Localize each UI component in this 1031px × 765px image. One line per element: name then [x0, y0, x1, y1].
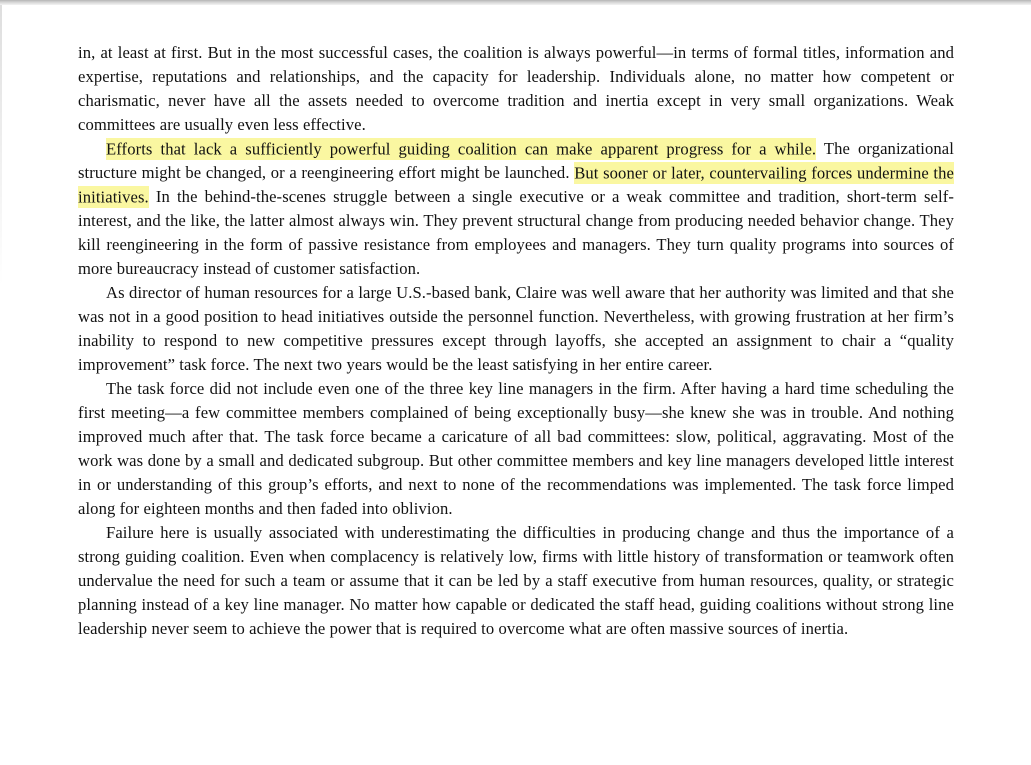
- text-segment: In the behind-the-scenes struggle between a single executive or a weak committee and tradition, short-term self-interest, and the like, the latter almost always win. They prevent structural change from producing needed behavior change. They kill reengineering in the form of passive resistance from employees and managers. They turn quality programs into sources of more bureaucracy instead of customer satisfaction.: [78, 187, 954, 278]
- highlight-annotation[interactable]: But sooner or later, countervailing forces undermine the initiatives.: [78, 163, 955, 206]
- text-segment: As director of human resources for a large U.S.-based bank, Claire was well aware that her authority was limited and that she was not in a good position to head initiatives outside the personnel function. Nevertheless, with growing frustration at her firm’s inability to respond to new competitive pressures except through layoffs, she accepted an assignment to chair a “quality improvement” task force. The next two years would be the least satisfying in her entire career.: [78, 283, 954, 374]
- window-left-shadow: [0, 5, 2, 285]
- highlight-annotation[interactable]: Efforts that lack a sufficiently powerful guiding coalition can make apparent progress for a while.: [106, 139, 817, 158]
- paragraph: [78, 137, 954, 281]
- text-content: [78, 41, 954, 641]
- text-segment: in, at least at first. But in the most successful cases, the coalition is always powerful—in terms of formal titles, information and expertise, reputations and relationships, and the capacity for leadership. Individuals alone, no matter how competent or charismatic, never have all the assets needed to overcome tradition and inertia except in very small organizations. Weak committees are usually even less effective.: [78, 43, 954, 134]
- window-top-shadow: [0, 0, 1031, 5]
- text-segment: The organizational structure might be changed, or a reengineering effort might be launched.: [78, 139, 954, 182]
- text-segment: Failure here is usually associated with underestimating the difficulties in producing change and thus the importance of a strong guiding coalition. Even when complacency is relatively low, firms with little history of transformation or teamwork often undervalue the need for such a team or assume that it can be led by a staff executive from human resources, quality, or strategic planning instead of a key line manager. No matter how capable or dedicated the staff head, guiding coalitions without strong line leadership never seem to achieve the power that is required to overcome what are often massive sources of inertia.: [78, 523, 954, 638]
- paragraph: [78, 41, 954, 137]
- paragraph: [78, 281, 954, 377]
- text-segment: The task force did not include even one of the three key line managers in the firm. After having a hard time scheduling the first meeting—a few committee members complained of being exceptionally busy—she knew she was in trouble. And nothing improved much after that. The task force became a caricature of all bad committees: slow, political, aggravating. Most of the work was done by a small and dedicated subgroup. But other committee members and key line managers developed little interest in or understanding of this group’s efforts, and next to none of the recommendations was implemented. The task force limped along for eighteen months and then faded into oblivion.: [78, 379, 954, 518]
- paragraph: [78, 377, 954, 521]
- paragraph: [78, 521, 954, 641]
